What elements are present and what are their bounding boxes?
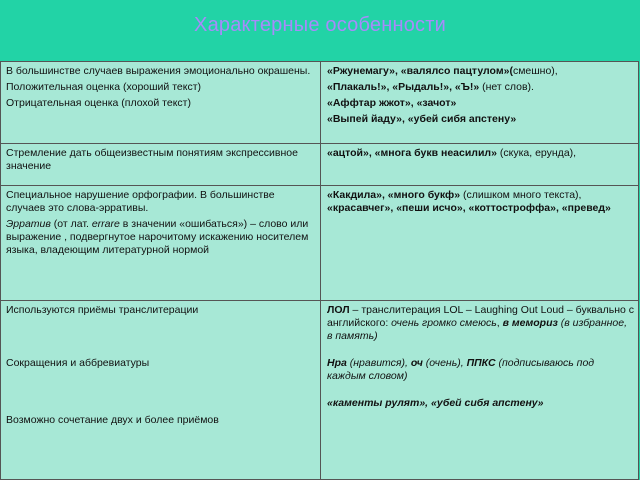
row1-text-2: Положительная оценка (хороший текст): [6, 81, 202, 93]
row4-example-abbr: Нра (нравится), оч (очень), ППКС (подписываюсь под каждым словом): [327, 357, 595, 382]
features-table: [0, 61, 639, 480]
slide-title: Характерные особенности: [194, 14, 446, 36]
row1-description: [1, 62, 321, 144]
table-row: [1, 144, 639, 186]
row2-example: «ацтой», «многа букв неасилил» (скука, ерунда),: [327, 147, 577, 159]
table-row: [1, 301, 639, 480]
table-row: [1, 62, 639, 144]
row4-description: [1, 301, 321, 480]
row3-example: «Какдила», «много букф» (слишком много текста), «красавчег», «пеши исчо», «коттостроффа», «превед»: [327, 189, 611, 214]
row4-example-combo: «каменты рулят», «убей сибя апстену»: [327, 397, 544, 409]
table-row: [1, 186, 639, 301]
row1-text-1: В большинстве случаев выражения эмоционально окрашены.: [6, 65, 311, 77]
row4-text-2: Сокращения и аббревиатуры: [6, 357, 150, 369]
row1-examples: [321, 62, 639, 144]
row2-examples: [321, 144, 639, 186]
row3-text-1: Специальное нарушение орфографии. В большинстве случаев это слова-эрративы.: [6, 189, 275, 214]
row1-text-3: Отрицательная оценка (плохой текст): [6, 97, 191, 109]
row3-text-2: Эрратив (от лат. errare в значении «ошибаться») – слово или выражение , подвергнутое нарочитому искажению носителем языка, владеющим литературной нормой: [6, 218, 309, 256]
row4-text-3: Возможно сочетание двух и более приёмов: [6, 414, 219, 426]
row2-text: Стремление дать общеизвестным понятиям экспрессивное значение: [6, 147, 298, 172]
row4-examples: [321, 301, 639, 480]
row1-example-4: «Выпей йаду», «убей сибя апстену»: [327, 113, 517, 125]
row2-description: [1, 144, 321, 186]
row4-text-1: Используются приёмы транслитерации: [6, 304, 199, 316]
row3-examples: [321, 186, 639, 301]
row3-description: [1, 186, 321, 301]
row1-example-2: «Плакаль!», «Рыдаль!», «Ъ!» (нет слов).: [327, 81, 534, 93]
row4-example-lol: ЛОЛ – транслитерация LOL – Laughing Out Loud – буквально с английского: очень громко смеюсь, в мемориз (в избранное, в память): [327, 304, 634, 342]
row1-example-1: «Ржунемагу», «валялсо пацтулом»(смешно),: [327, 65, 558, 77]
row1-example-3: «Аффтар жжот», «зачот»: [327, 97, 457, 109]
